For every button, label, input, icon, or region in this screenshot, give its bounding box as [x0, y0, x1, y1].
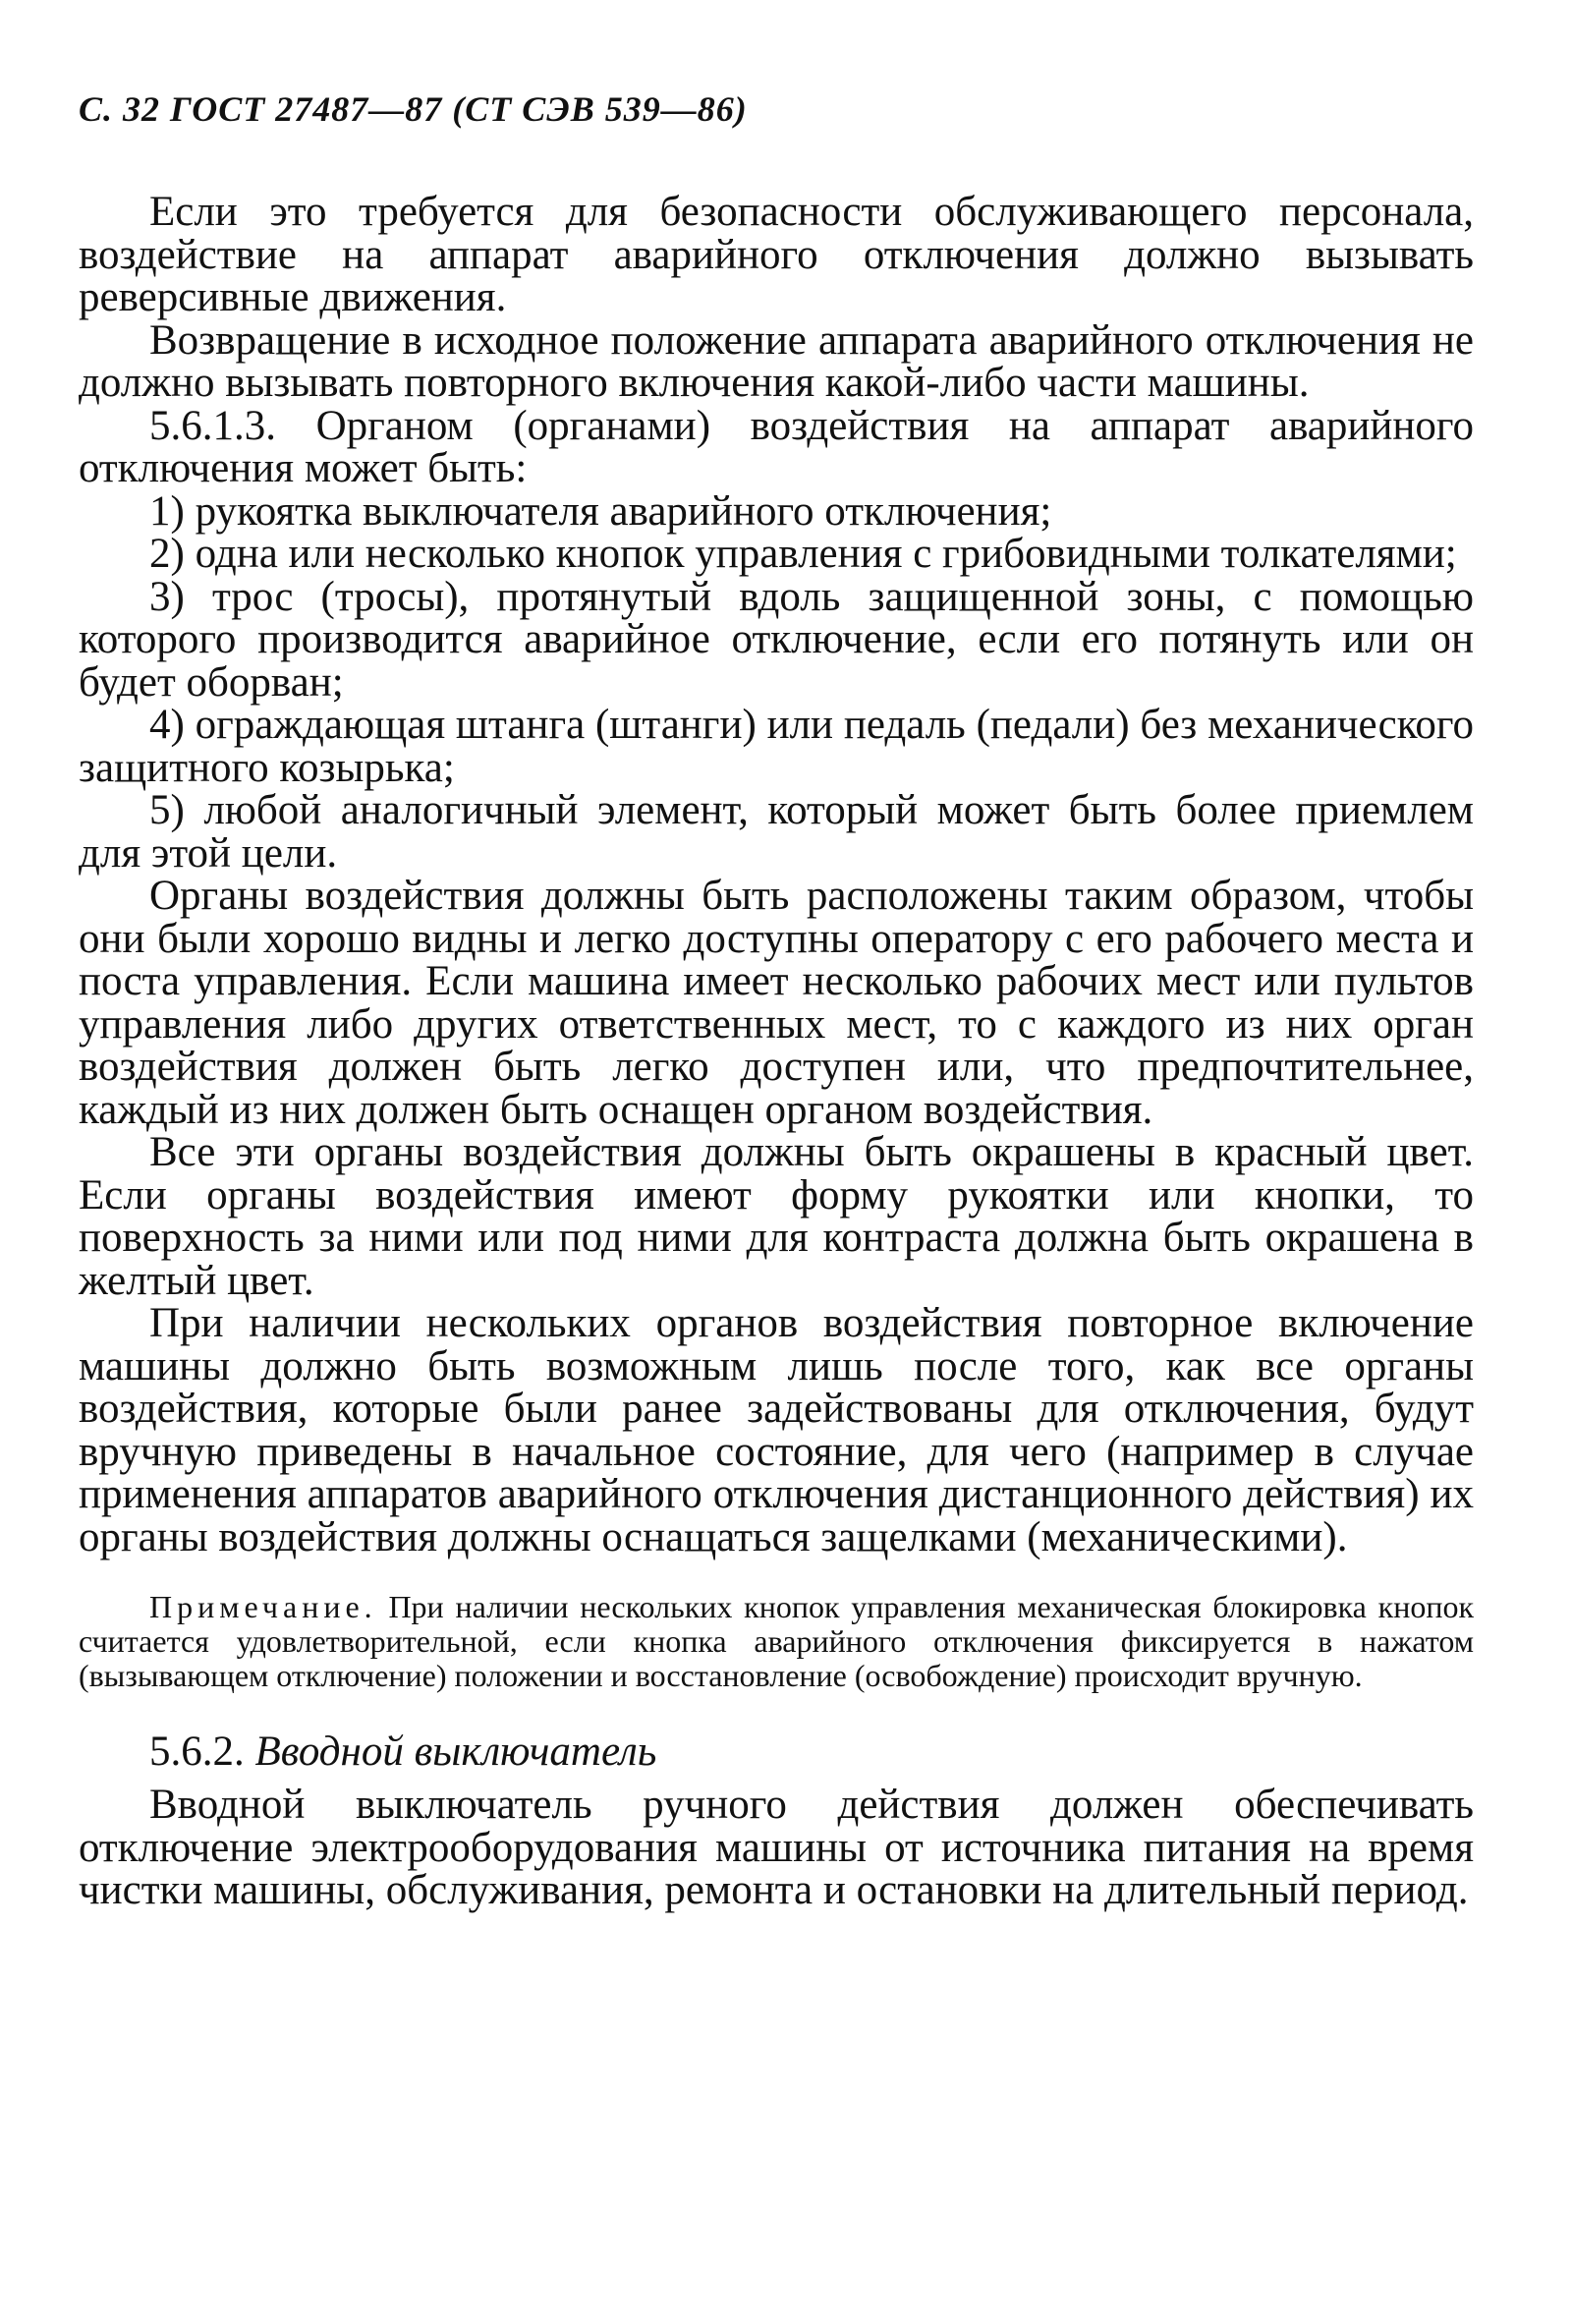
section-heading-5-6-2 — [79, 1727, 1474, 1778]
list-item-1: 1) рукоятка выключателя аварийного отключения; — [149, 487, 1052, 535]
list-item-5: 5) любой аналогичный элемент, который может быть более приемлем для этой цели. — [79, 787, 1474, 877]
paragraph-return-initial-position: Возвращение в исходное положение аппарата аварийного отключения не должно вызывать повторного включения какой-либо части машины. — [79, 316, 1474, 406]
list-item-3: 3) трос (тросы), протянутый вдоль защищенной зоны, с помощью которого производится аварийное отключение, если его потянуть или он будет оборван; — [79, 573, 1474, 706]
section-number: 5.6.2. — [149, 1729, 245, 1775]
note — [79, 1590, 1474, 1693]
paragraph-reverse-movements: Если это требуется для безопасности обслуживающего персонала, воздействие на аппарат аварийного отключения должно вызывать реверсивные движения. — [79, 189, 1474, 320]
section-title: Вводной выключатель — [254, 1729, 657, 1775]
document-page — [79, 88, 1474, 1912]
paragraph-clause-5-6-1-3: 5.6.1.3. Органом (органами) воздействия на аппарат аварийного отключения может быть: — [79, 402, 1474, 491]
note-label: Примечание. — [149, 1589, 377, 1624]
paragraph-placement: Органы воздействия должны быть расположены таким образом, чтобы они были хорошо видны и легко доступны оператору с его рабочего места и поста управления. Если машина имеет несколько рабочих мест или пультов управления либо других ответственных мест, то с каждого из них орган воздействия должен быть легко доступен или, что предпочтительнее, каждый из них должен быть оснащен органом воздействия. — [79, 873, 1474, 1133]
list-item-4: 4) ограждающая штанга (штанги) или педаль (педали) без механического защитного козырька; — [79, 702, 1474, 791]
paragraph-red-color: Все эти органы воздействия должны быть окрашены в красный цвет. Если органы воздействия имеют форму рукоятки или кнопки, то поверхность за ними или под ними для контраста должна быть окрашена в желтый цвет. — [79, 1129, 1474, 1304]
list-item-2: 2) одна или несколько кнопок управления с грибовидными толкателями; — [149, 531, 1457, 577]
note-text: При наличии нескольких кнопок управления механическая блокировка кнопок считается удовлетворительной, если кнопка аварийного отключения фиксируется в нажатом (вызывающем отключение) положении и восстановление (освобождение) происходит вручную. — [79, 1589, 1475, 1693]
paragraph-input-switch: Вводной выключатель ручного действия должен обеспечивать отключение электрооборудования машины от источника питания на время чистки машины, обслуживания, ремонта и остановки на длительный период. — [79, 1782, 1474, 1913]
paragraph-reset: При наличии нескольких органов воздействия повторное включение машины должно быть возможным лишь после того, как все органы воздействия, которые были ранее задействованы для отключения, будут вручную приведены в начальное состояние, для чего (например в случае применения аппаратов аварийного отключения дистанционного действия) их органы воздействия должны оснащаться защелками (механическими). — [79, 1300, 1474, 1560]
page-header: С. 32 ГОСТ 27487—87 (СТ СЭВ 539—86) — [79, 89, 748, 129]
